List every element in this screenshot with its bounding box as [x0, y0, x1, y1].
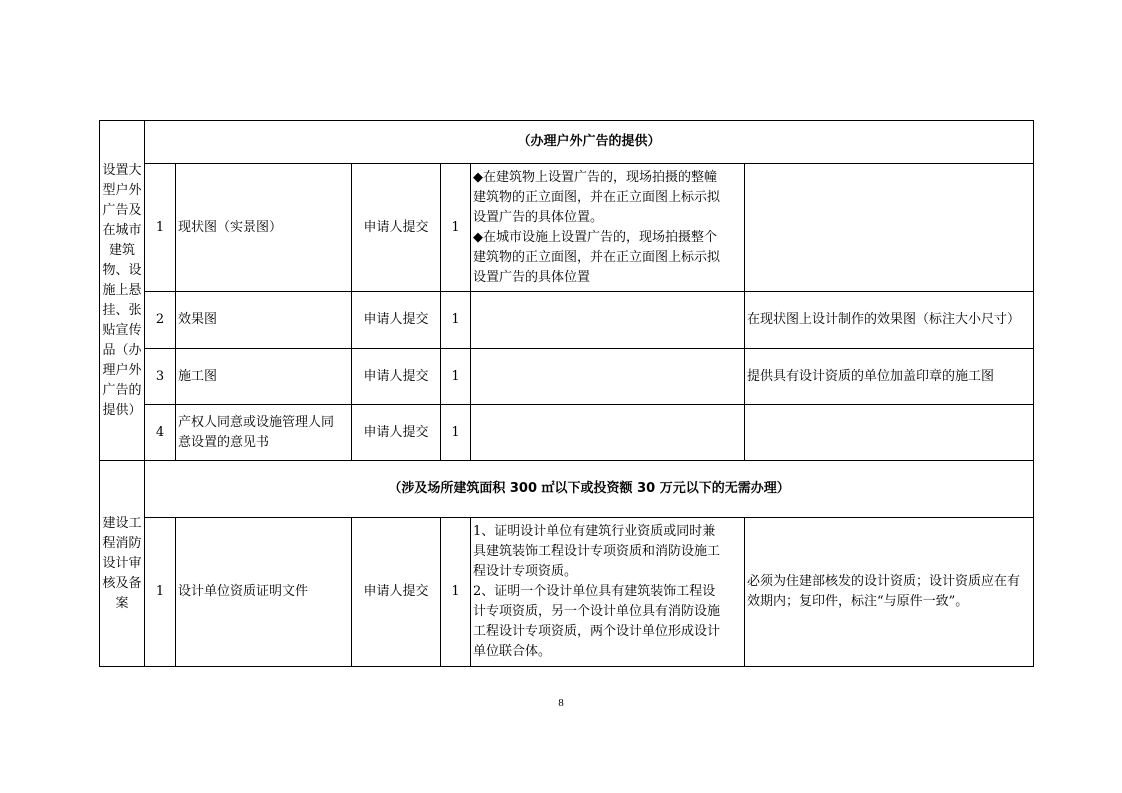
material-source: 申请人提交	[352, 518, 441, 667]
material-source: 申请人提交	[352, 405, 441, 461]
material-copies: 1	[441, 292, 471, 349]
page-number: 8	[558, 697, 564, 709]
category-cell: 建设工 程消防 设计审 核及备 案	[100, 461, 145, 667]
material-copies: 1	[441, 164, 471, 292]
material-source: 申请人提交	[352, 164, 441, 292]
materials-table	[99, 120, 1034, 667]
section-heading-row	[100, 461, 1034, 518]
material-remark: 提供具有设计资质的单位加盖印章的施工图	[745, 349, 1034, 405]
table-row	[100, 518, 1034, 667]
material-name: 效果图	[176, 292, 352, 349]
section-heading: （办理户外广告的提供）	[145, 121, 1034, 164]
material-name: 现状图（实景图）	[176, 164, 352, 292]
row-number: 2	[145, 292, 176, 349]
table-row	[100, 405, 1034, 461]
table-row	[100, 292, 1034, 349]
row-number: 1	[145, 164, 176, 292]
row-number: 4	[145, 405, 176, 461]
table-row	[100, 349, 1034, 405]
category-cell: 设置大 型户外 广告及 在城市 建筑 物、设 施上悬 挂、张 贴宣传 品（办 理户外 广告的 提供）	[100, 121, 145, 461]
material-requirement: 1、证明设计单位有建筑行业资质或同时兼 具建筑装饰工程设计专项资质和消防设施工 程设计专项资质。 2、证明一个设计单位具有建筑装饰工程设 计专项资质，另一个设计单位具有消防设施 工程设计专项资质，两个设计单位形成设计 单位联合体。	[471, 518, 745, 667]
row-number: 1	[145, 518, 176, 667]
material-requirement	[471, 405, 745, 461]
material-source: 申请人提交	[352, 292, 441, 349]
material-name: 施工图	[176, 349, 352, 405]
row-number: 3	[145, 349, 176, 405]
material-remark	[745, 405, 1034, 461]
material-requirement	[471, 292, 745, 349]
material-source: 申请人提交	[352, 349, 441, 405]
material-copies: 1	[441, 349, 471, 405]
section-heading-row	[100, 121, 1034, 164]
material-requirement	[471, 349, 745, 405]
material-copies: 1	[441, 405, 471, 461]
material-copies: 1	[441, 518, 471, 667]
material-remark: 在现状图上设计制作的效果图（标注大小尺寸）	[745, 292, 1034, 349]
material-name: 设计单位资质证明文件	[176, 518, 352, 667]
material-requirement: ◆在建筑物上设置广告的，现场拍摄的整幢 建筑物的正立面图，并在正立面图上标示拟 设置广告的具体位置。 ◆在城市设施上设置广告的，现场拍摄整个 建筑物的正立面图，并在正立面图上标示拟 设置广告的具体位置	[471, 164, 745, 292]
material-name: 产权人同意或设施管理人同 意设置的意见书	[176, 405, 352, 461]
table-row	[100, 164, 1034, 292]
material-remark	[745, 164, 1034, 292]
section-heading: （涉及场所建筑面积 300 ㎡以下或投资额 30 万元以下的无需办理）	[145, 461, 1034, 518]
material-remark: 必须为住建部核发的设计资质；设计资质应在有 效期内；复印件，标注“与原件一致”。	[745, 518, 1034, 667]
